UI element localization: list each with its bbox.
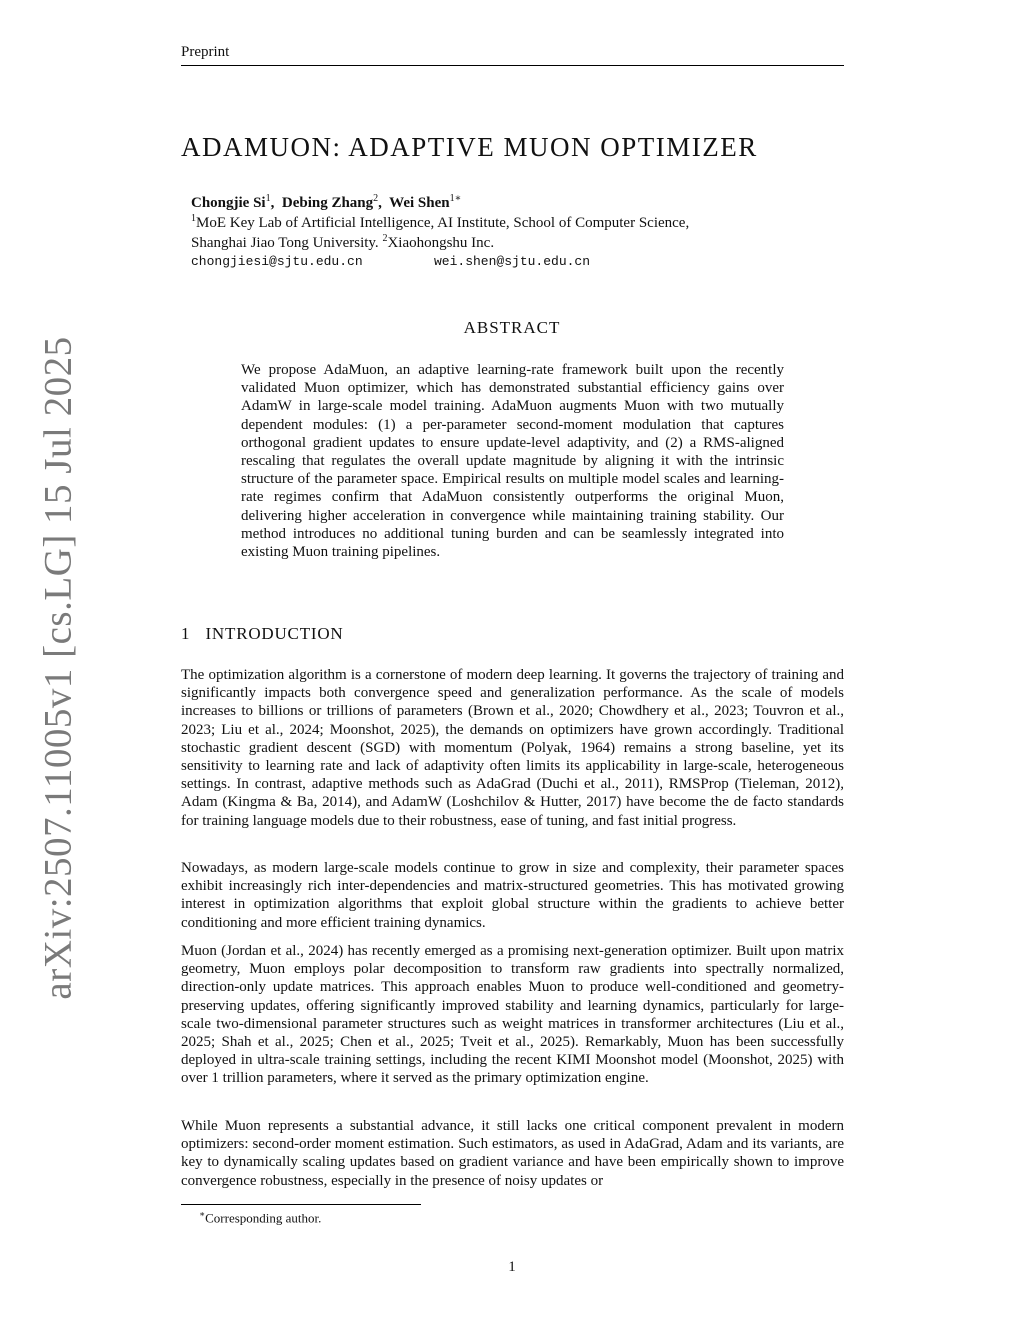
author-name: Wei Shen: [389, 195, 450, 211]
footnote-mark: ∗: [199, 1209, 206, 1219]
section-heading: [181, 624, 344, 644]
author-mark: 2: [373, 193, 379, 204]
body-paragraph: Muon (Jordan et al., 2024) has recently emerged as a promising next-generation optimizer. Built upon matrix geometry, Muon employs polar decomposition to transform raw gradients into spectrally normalized, direction-only update matrices. This approach enables Muon to produce well-conditioned and geometry-preserving updates, offering significantly improved stability and learning dynamics, particularly for large-scale two-dimensional parameter structures such as weight matrices in transformer architectures (Liu et al., 2025; Shah et al., 2025; Chen et al., 2025; Tveit et al., 2025). Remarkably, Muon has been successfully deployed in ultra-scale training settings, including the recent KIMI Moonshot model (Moonshot, 2025) with over 1 trillion parameters, where it served as the primary optimization engine.: [181, 943, 844, 1087]
author-name: Chongjie Si: [191, 195, 266, 211]
affiliation-text: Xiaohongshu Inc.: [387, 235, 495, 251]
affiliation-line-2: [191, 233, 494, 252]
affiliation-text: MoE Key Lab of Artificial Intelligence, AI Institute, School of Computer Science,: [196, 215, 690, 231]
email-link[interactable]: wei.shen@sjtu.edu.cn: [434, 254, 591, 269]
affiliation-mark: 1: [191, 213, 196, 224]
footnote: [199, 1209, 321, 1226]
page-number: 1: [508, 1259, 516, 1275]
section-number: 1: [181, 624, 191, 643]
header-rule: [181, 65, 844, 66]
author-mark: 1∗: [449, 193, 462, 204]
affiliation-mark: 2: [382, 233, 388, 244]
author-name: Debing Zhang: [281, 195, 374, 211]
section-title: INTRODUCTION: [205, 624, 344, 643]
footnote-rule: [181, 1204, 421, 1205]
body-paragraph: While Muon represents a substantial advance, it still lacks one critical component prevalent in modern optimizers: second-order moment estimation. Such estimators, as used in AdaGrad, Adam and its variants, are key to dynamically scaling updates based on gradient variance and have been empirically shown to improve convergence robustness, especially in the presence of noisy updates or: [181, 1118, 844, 1189]
author-list: Chongjie Si$^1$, Debing Zhang$^2$, Wei Shen$^{1∗}$: [191, 193, 462, 211]
footnote-text: Corresponding author.: [205, 1210, 322, 1226]
running-header: Preprint: [181, 44, 230, 60]
abstract-heading: ABSTRACT: [463, 318, 561, 337]
arxiv-stamp: arXiv:2507.11005v1 [cs.LG] 15 Jul 2025: [36, 336, 80, 1000]
affiliation-text: Shanghai Jiao Tong University.: [191, 235, 379, 251]
body-paragraph: Nowadays, as modern large-scale models continue to grow in size and complexity, their parameter spaces exhibit increasingly rich inter-dependencies and matrix-structured geometries. This has motivated growing interest in optimization algorithms that exploit global structure within the gradients to achieve better conditioning and more efficient training dynamics.: [181, 860, 844, 931]
author-mark: 1: [265, 193, 271, 204]
affiliation-line-1: [191, 213, 689, 232]
body-paragraph: The optimization algorithm is a cornerstone of modern deep learning. It governs the trajectory of training and significantly impacts both convergence speed and generalization performance. As the scale of models increases to billions or trillions of parameters (Brown et al., 2020; Chowdhery et al., 2023; Touvron et al., 2023; Liu et al., 2024; Moonshot, 2025), the demands on optimizers have grown accordingly. Traditional stochastic gradient descent (SGD) with momentum (Polyak, 1964) remains a strong baseline, yet its sensitivity to learning rate and lack of adaptivity often limits its applicability in large-scale, heterogeneous settings. In contrast, adaptive methods such as AdaGrad (Duchi et al., 2011), RMSProp (Tieleman, 2012), Adam (Kingma & Ba, 2014), and AdamW (Loshchilov & Hutter, 2017) have become the de facto standards for training language models due to their robustness, ease of tuning, and fast initial progress.: [181, 667, 844, 829]
paper-title: ADAMUON: ADAPTIVE MUON OPTIMIZER: [181, 132, 758, 162]
abstract-body: We propose AdaMuon, an adaptive learning-rate framework built upon the recently validated Muon optimizer, which has demonstrated substantial efficiency gains over AdamW in large-scale model training. AdaMuon augments Muon with two mutually dependent modules: (1) a per-parameter second-moment modulation that captures orthogonal gradient updates to ensure update-level adaptivity, and (2) a RMS-aligned rescaling that regulates the overall update magnitude by aligning it with the intrinsic structure of the parameter space. Empirical results on multiple model scales and learning-rate regimes confirm that AdaMuon consistently outperforms the original Muon, delivering higher acceleration in convergence while maintaining training stability. Our method introduces no additional tuning burden and can be seamlessly integrated into existing Muon training pipelines.: [241, 362, 784, 561]
email-link[interactable]: chongjiesi@sjtu.edu.cn: [191, 254, 363, 269]
